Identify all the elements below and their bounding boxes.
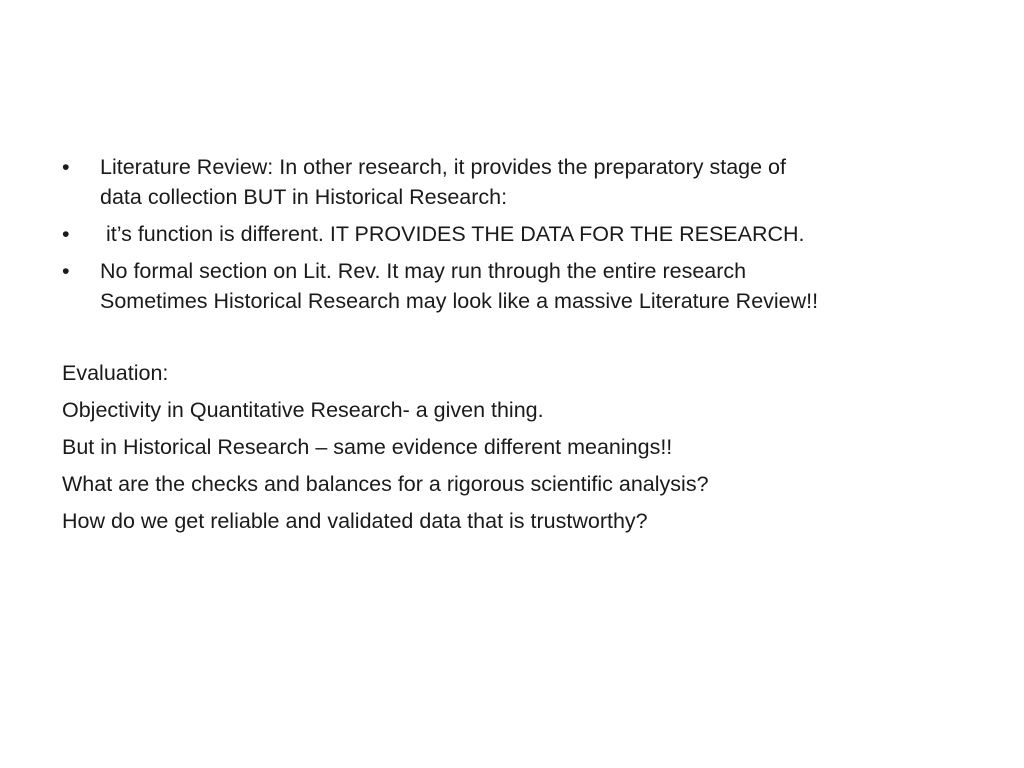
bullet-text (100, 219, 972, 249)
bullet-line: it’s function is different. IT PROVIDES THE DATA FOR THE RESEARCH. (100, 222, 805, 246)
bullet-item-formal-section (62, 256, 972, 316)
bullet-text (100, 256, 972, 316)
bullet-item-literature-review (62, 152, 972, 212)
slide-body (62, 152, 972, 543)
bullet-mark: • (62, 222, 70, 246)
bullet-mark: • (62, 155, 70, 179)
bullet-mark: • (62, 259, 70, 283)
evaluation-line: Objectivity in Quantitative Research- a given thing. (62, 398, 544, 422)
bullet-list (62, 152, 972, 316)
bullet-line: No formal section on Lit. Rev. It may run through the entire research (100, 259, 747, 283)
bullet-item-function (62, 219, 972, 249)
evaluation-line: But in Historical Research – same evidence different meanings!! (62, 435, 673, 459)
bullet-line: Literature Review: In other research, it provides the preparatory stage of (100, 155, 786, 179)
evaluation-heading: Evaluation: (62, 361, 169, 385)
evaluation-line: How do we get reliable and validated data that is trustworthy? (62, 509, 648, 533)
evaluation-section (62, 358, 972, 536)
bullet-line: Sometimes Historical Research may look like a massive Literature Review!! (100, 289, 819, 313)
bullet-line: data collection BUT in Historical Research: (100, 185, 508, 209)
evaluation-line: What are the checks and balances for a rigorous scientific analysis? (62, 472, 709, 496)
bullet-text (100, 152, 972, 212)
